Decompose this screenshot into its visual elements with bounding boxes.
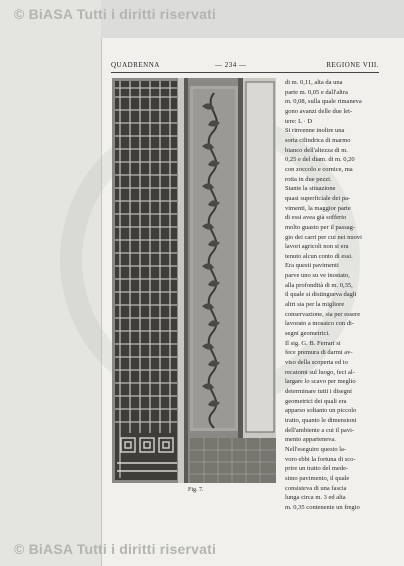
page-number: — 234 — — [215, 61, 247, 69]
page-margin-strip — [0, 0, 101, 566]
figure-caption: Fig. 7. — [188, 487, 204, 493]
text-line: conservazione, sia per essere — [285, 310, 361, 318]
header-left: QUADRENNA — [111, 61, 160, 69]
text-line: parve uno su ve inostato, — [285, 272, 350, 280]
text-line: gio dei carri per cui nei nuovi — [285, 233, 362, 241]
running-header — [111, 60, 379, 73]
text-line: apparso soltanto un piccolo — [285, 407, 357, 415]
text-line: lunga circa m. 3 ed alta — [285, 494, 346, 502]
text-line: largare lo scavo per meglio — [285, 378, 356, 386]
mosaic-figure — [112, 78, 276, 483]
text-line: tenuto alcun conto di essi. — [285, 252, 353, 260]
text-line: Nell'eseguire questo la- — [285, 445, 347, 453]
text-line: molto guasto per il passag- — [285, 223, 356, 231]
text-line: lavorato a mosaico con di- — [285, 320, 354, 328]
text-line: m. 0,35 contenente un fregio — [285, 503, 360, 511]
text-line: m. 0,08, sulla quale rimaneva — [285, 98, 362, 106]
body-text-column — [285, 78, 382, 511]
text-line: segni geometrici. — [285, 330, 330, 338]
text-line: quasi superficiale dei pa- — [285, 194, 351, 202]
text-line: viso della scoperta ed io — [285, 359, 348, 367]
text-line: mento apparteneva. — [285, 436, 336, 444]
text-line: tere: L · D — [285, 117, 313, 125]
text-line: dell'ambiente a cui il pavi- — [285, 426, 355, 434]
text-line: con zoccolo e cornice, ma — [285, 165, 353, 173]
text-line: sorta cilindrica di marmo — [285, 136, 351, 144]
text-line: Si rinvenne inoltre una — [285, 127, 345, 135]
text-line: consisteva di una fascia — [285, 484, 347, 492]
text-line: 0,25 e del diam. di m. 0,20 — [285, 156, 355, 164]
text-line: il quale si distingueva dagli — [285, 291, 357, 299]
text-line: Era questi pavimenti — [285, 262, 339, 270]
text-line: rotta in due pezzi. — [285, 175, 332, 183]
text-line: prire un tratto del mede- — [285, 465, 349, 473]
text-line: gono avanzi delle due let- — [285, 107, 353, 115]
text-line: Il sig. G. B. Ferrari si — [285, 339, 341, 347]
text-line: fece premura di darmi av- — [285, 349, 353, 357]
text-line: tratto, quanto le dimensioni — [285, 416, 357, 424]
text-line: Stante la situazione — [285, 185, 336, 193]
text-line: di m. 0,11, alta da una — [285, 79, 343, 86]
text-line: di essi avea già sofferto — [285, 214, 347, 222]
text-line: geometrici dei quali era — [285, 397, 347, 405]
text-line: determinare tutti i disegni — [285, 388, 352, 395]
text-line: recatomi sul luogo, feci al- — [285, 368, 355, 376]
text-line: simo pavimento, il quale — [285, 474, 350, 482]
text-line: alla profondità di m. 0,35, — [285, 281, 353, 289]
text-line: altri sia per la migliore — [285, 301, 345, 309]
header-right: REGIONE VIII. — [326, 61, 379, 69]
text-line: parte m. 0,05 e dall'altra — [285, 88, 348, 96]
text-line: vimenti, la maggior parte — [285, 204, 351, 212]
copyright-watermark-bottom: © BiASA Tutti i diritti riservati — [14, 541, 217, 557]
text-line: voro ebbi la fortuna di sco- — [285, 455, 356, 463]
text-line: bianco dell'altezza di m. — [285, 146, 348, 154]
text-line: lavori agricoli non si era — [285, 243, 349, 251]
copyright-watermark-top: © BiASA Tutti i diritti riservati — [14, 6, 217, 22]
